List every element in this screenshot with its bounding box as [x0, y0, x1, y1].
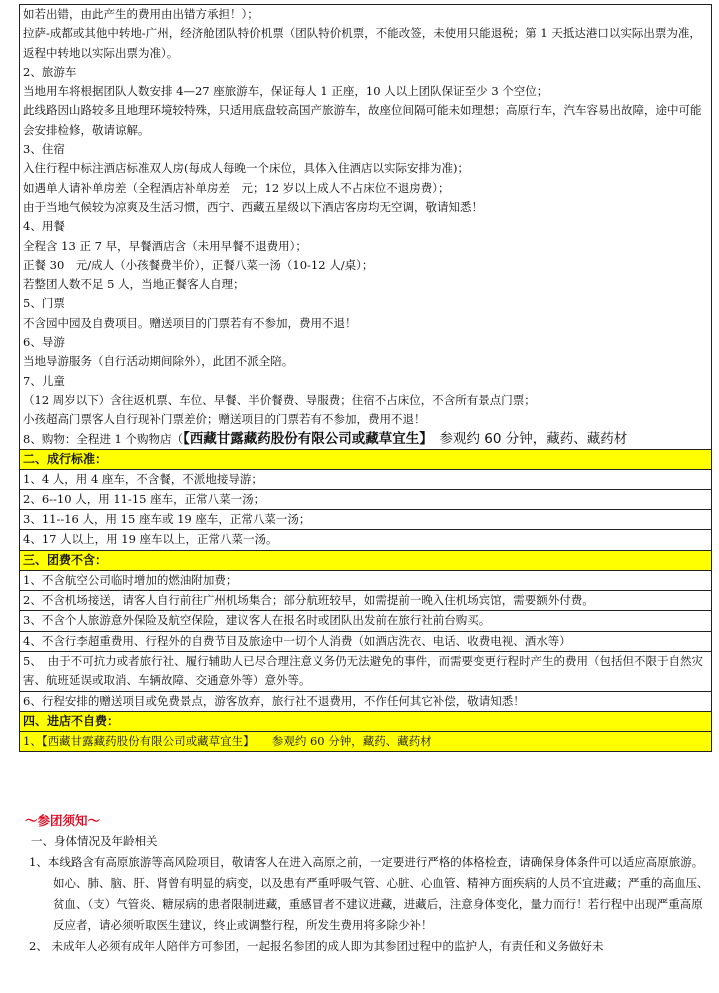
- section3-body-row: [20, 570, 712, 711]
- section4-title: 四、进店不自费：: [20, 711, 712, 731]
- section2-header-row: [20, 449, 712, 469]
- notice-title: ～参团须知～: [25, 813, 101, 828]
- text-line: 5、门票: [23, 296, 65, 311]
- shop-item: 1、【西藏甘露藏药股份有限公司或藏草宜生】 参观约 60 分钟，藏药、藏药材: [23, 733, 432, 748]
- exclusion-item: 2、不含机场接送，请客人自行前往广州机场集合；部分航班较早，如需提前一晚入住机场宾馆，需要额外付费。: [20, 591, 711, 611]
- standard-item: 4、17 人以上，用 19 座车以上，正常八菜一汤。: [23, 532, 278, 547]
- text-line: 如遇单人请补单房差（全程酒店补单房差 元；12 岁以上成人不占床位不退房费）；: [23, 180, 450, 195]
- section2-body-row: [20, 469, 712, 550]
- text-line: 当地用车将根据团队人数安排 4—27 座旅游车，保证每人 1 正座，10 人以上团队保证至少 3 个空位；: [23, 84, 549, 99]
- text-line: 此线路因山路较多且地理环境较特殊，只适用底盘较高国产旅游车，故座位间隔可能未如理想；高原行车，汽车容易出故障，途中可能会安排检修，敬请谅解。: [23, 103, 702, 137]
- exclusion-item: 3、不含个人旅游意外保险及航空保险，建议客人在报名时或团队出发前在旅行社前台购买。: [20, 611, 711, 631]
- notice-block: [19, 811, 711, 957]
- notice-item: 2、 未成年人必须有成年人陪伴方可参团，一起报名参团的成人即为其参团过程中的监护人，有责任和义务做好未: [29, 939, 604, 953]
- text-line: 若整团人数不足 5 人，当地正餐客人自理；: [23, 277, 245, 292]
- text-line: 入住行程中标注酒店标准双人房(每成人每晚一个床位，具体入住酒店以实际安排为准)；: [23, 161, 469, 176]
- section1-row: [20, 5, 712, 450]
- shopping-prefix: 8、购物：全程进 1 个购物店（: [23, 431, 183, 446]
- exclusion-item: 6、行程安排的赠送项目或免费景点，游客放弃，旅行社不退费用，不作任何其它补偿，敬请知悉！: [23, 693, 525, 708]
- section3-header-row: [20, 550, 712, 570]
- section3-cell: [20, 570, 712, 711]
- notice-heading: 一、身体情况及年龄相关: [31, 834, 158, 848]
- text-line: 7、儿童: [23, 373, 65, 388]
- shopping-line: [23, 430, 708, 449]
- section4-body-row: [20, 731, 712, 751]
- standard-item: 2、6--10 人，用 11-15 座车，正常八菜一汤；: [20, 490, 711, 510]
- text-line: 正餐 30 元/成人（小孩餐费半价），正餐八菜一汤（10-12 人/桌）；: [23, 257, 374, 272]
- text-line: 6、导游: [23, 335, 65, 350]
- text-line: 全程含 13 正 7 早，早餐酒店含（未用早餐不退费用）；: [23, 238, 307, 253]
- text-line: 由于当地气候较为凉爽及生活习惯，西宁、西藏五星级以下酒店客房均无空调，敬请知悉！: [23, 199, 483, 214]
- text-line: （12 周岁以下）含往返机票、车位、早餐、半价餐费、导服费；住宿不占床位，不含所有景点门票；: [23, 392, 536, 407]
- section4-cell: [20, 731, 712, 751]
- notice-item: 1、本线路含有高原旅游等高风险项目，敬请客人在进入高原之前，一定要进行严格的体格检查，请确保身体条件可以适应高原旅游。如心、肺、脑、肝、肾曾有明显的病变，以及患有严重呼吸气管、心脏、心血管、精神方面疾病的人员不宜进藏；严重的高血压、贫血、（支）气管炎、糖尿病的患者限制进藏，重感冒者不建议进藏，进藏后，注意身体变化，量力而行！若行程中出现严重高原反应者，请必须听取医生建议，终止或调整行程，所发生费用将多除少补！: [29, 855, 709, 932]
- text-line: 不含园中园及自费项目。赠送项目的门票若有不参加，费用不退！: [23, 315, 357, 330]
- section3-title: 三、团费不含：: [20, 550, 712, 570]
- section2-title: 二、成行标准：: [20, 449, 712, 469]
- text-line: 当地导游服务（自行活动期间除外），此团不派全陪。: [23, 354, 294, 369]
- text-line: 2、旅游车: [23, 64, 77, 79]
- text-line: 如若出错，由此产生的费用由出错方承担！）；: [23, 7, 259, 21]
- exclusion-item: 5、 由于不可抗力或者旅行社、履行辅助人已尽合理注意义务仍无法避免的事件，而需要变更行程时产生的费用（包括但不限于自然灾害、航班延误或取消、车辆故障、交通意外等）意外等。: [20, 652, 711, 692]
- shopping-suffix: 参观约 60 分钟，藏药、藏药材: [425, 430, 628, 447]
- standard-item: 3、11--16 人，用 15 座车或 19 座车，正常八菜一汤；: [20, 510, 711, 530]
- exclusion-item: 1、不含航空公司临时增加的燃油附加费；: [20, 571, 711, 591]
- exclusion-item: 4、不含行李超重费用、行程外的自费节目及旅途中一切个人消费（如酒店洗衣、电话、收费电视、酒水等）: [20, 632, 711, 652]
- section1-cell: [20, 5, 712, 450]
- text-line: 3、住宿: [23, 142, 65, 157]
- shopping-store: 【西藏甘露藏药股份有限公司或藏草宜生】: [182, 430, 426, 447]
- section4-header-row: [20, 711, 712, 731]
- text-line: 小孩超高门票客人自行现补门票差价；赠送项目的门票若有不参加，费用不退！: [23, 412, 426, 427]
- standard-item: 1、4 人，用 4 座车，不含餐，不派地接导游；: [20, 470, 711, 490]
- section2-cell: [20, 469, 712, 550]
- text-line: 拉萨-成都或其他中转地-广州，经济舱团队特价机票（团队特价机票，不能改签，未使用只能退税；第 1 天抵达港口以实际出票为准，返程中转地以实际出票为准）。: [23, 26, 701, 60]
- text-line: 4、用餐: [23, 219, 65, 234]
- itinerary-table: [19, 4, 712, 752]
